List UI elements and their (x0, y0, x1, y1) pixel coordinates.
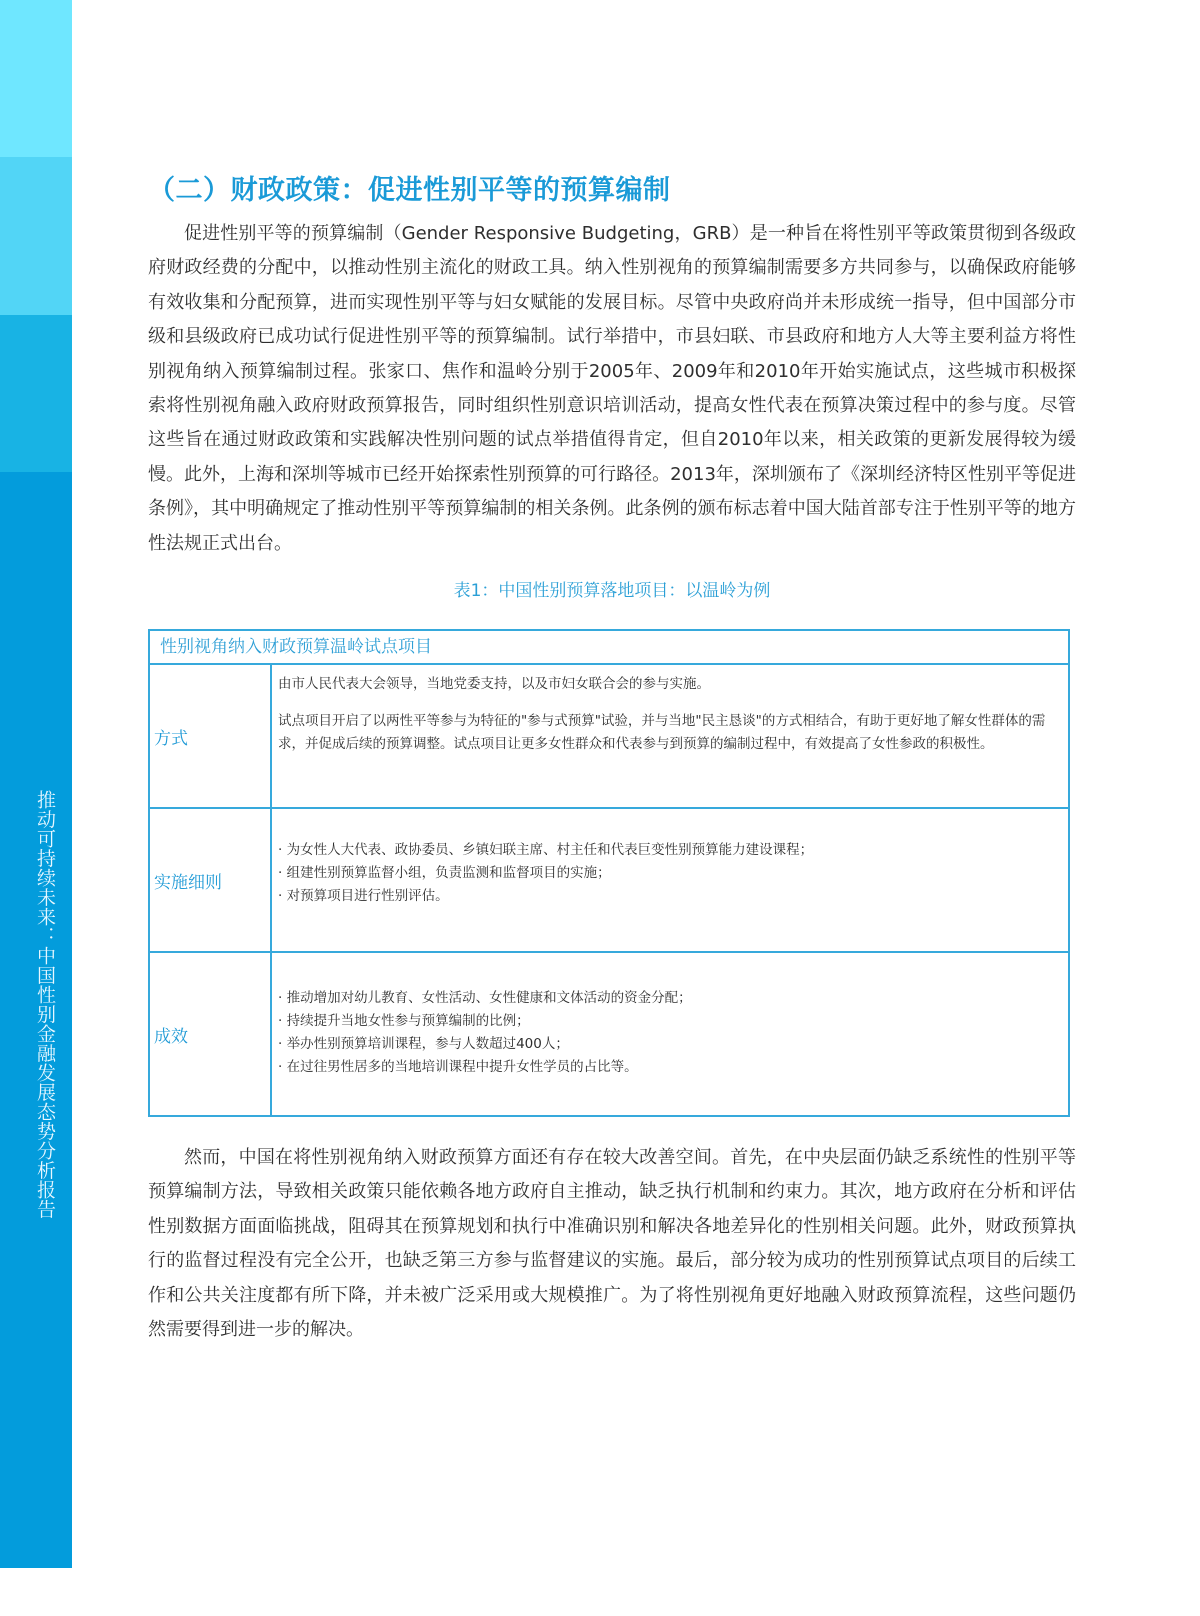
list-item: · 举办性别预算培训课程，参与人数超过400人； (278, 1036, 569, 1052)
method-text: 由市人民代表大会领导，当地党委支持，以及市妇女联合会的参与实施。 (278, 676, 710, 692)
list-item: · 持续提升当地女性参与预算编制的比例； (278, 1013, 530, 1029)
table-caption: 表1：中国性别预算落地项目：以温岭为例 (453, 581, 771, 601)
row-body-method (272, 665, 1068, 807)
list-item: · 推动增加对幼儿教育、女性活动、女性健康和文体活动的资金分配； (278, 990, 692, 1006)
section-title: （二）财政政策：促进性别平等的预算编制 (148, 175, 671, 206)
sidebar-band (0, 315, 72, 472)
list-item: · 在过往男性居多的当地培训课程中提升女性学员的占比等。 (278, 1059, 638, 1075)
report-title-vertical: 推动可持续未来：中国性别金融发展态势分析报告 (34, 790, 56, 1219)
sidebar (0, 0, 72, 1568)
row-label-results: 成效 (150, 953, 272, 1115)
row-label-implementation: 实施细则 (150, 809, 272, 951)
table-row (150, 809, 1068, 953)
row-body-results (272, 953, 1068, 1115)
list-item: · 为女性人大代表、政协委员、乡镇妇联主席、村主任和代表巨变性别预算能力建设课程； (278, 842, 814, 858)
pilot-project-table (148, 629, 1070, 1117)
table-row (150, 953, 1068, 1115)
list-item: · 对预算项目进行性别评估。 (278, 888, 449, 904)
list-item: · 组建性别预算监督小组，负责监测和监督项目的实施； (278, 865, 611, 881)
body-paragraph: 促进性别平等的预算编制（Gender Responsive Budgeting，GRB）是一种旨在将性别平等政策贯彻到各级政府财政经费的分配中，以推动性别主流化的财政工具。纳入性别视角的预算编制需要多方共同参与，以确保政府能够有效收集和分配预算，进而实现性别平等与妇女赋能的发展目标。尽管中央政府尚并未形成统一指导，但中国部分市级和县级政府已成功试行促进性别平等的预算编制。试行举措中，市县妇联、市县政府和地方人大等主要利益方将性别视角纳入预算编制过程。张家口、焦作和温岭分别于2005年、2009年和2010年开始实施试点，这些城市积极探索将性别视角融入政府财政预算报告，同时组织性别意识培训活动，提高女性代表在预算决策过程中的参与度。尽管这些旨在通过财政政策和实践解决性别问题的试点举措值得肯定，但自2010年以来，相关政策的更新发展得较为缓慢。此外，上海和深圳等城市已经开始探索性别预算的可行路径。2013年，深圳颁布了《深圳经济特区性别平等促进条例》，其中明确规定了推动性别平等预算编制的相关条例。此条例的颁布标志着中国大陆首部专注于性别平等的地方性法规正式出台。 (148, 223, 1076, 554)
table-header: 性别视角纳入财政预算温岭试点项目 (150, 631, 1068, 665)
row-body-implementation (272, 809, 1068, 951)
method-text: 试点项目开启了以两性平等参与为特征的"参与式预算"试验，并与当地"民主恳谈"的方式相结合，有助于更好地了解女性群体的需求，并促成后续的预算调整。试点项目让更多女性群众和代表参与到预算的编制过程中，有效提高了女性参政的积极性。 (278, 713, 1046, 752)
sidebar-band (0, 0, 72, 157)
table-row (150, 665, 1068, 809)
sidebar-band (0, 157, 72, 315)
row-label-method: 方式 (150, 665, 272, 807)
body-paragraph: 然而，中国在将性别视角纳入财政预算方面还有存在较大改善空间。首先，在中央层面仍缺乏系统性的性别平等预算编制方法，导致相关政策只能依赖各地方政府自主推动，缺乏执行机制和约束力。其次，地方政府在分析和评估性别数据方面面临挑战，阻碍其在预算规划和执行中准确识别和解决各地差异化的性别相关问题。此外，财政预算执行的监督过程没有完全公开，也缺乏第三方参与监督建议的实施。最后，部分较为成功的性别预算试点项目的后续工作和公共关注度都有所下降，并未被广泛采用或大规模推广。为了将性别视角更好地融入财政预算流程，这些问题仍然需要得到进一步的解决。 (148, 1147, 1076, 1341)
